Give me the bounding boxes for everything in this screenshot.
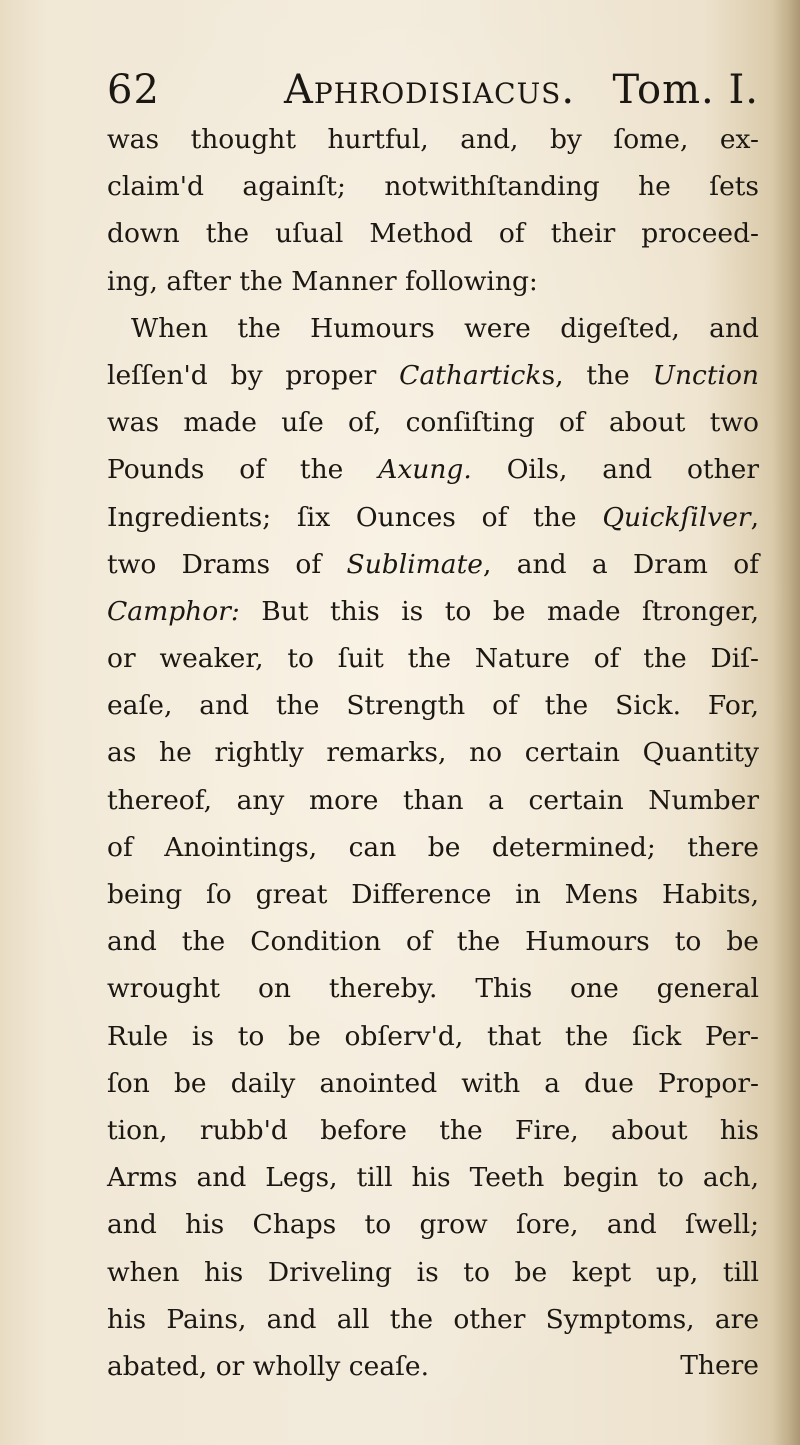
text-line: [107, 494, 759, 541]
text-line: [107, 871, 759, 918]
text-line: [107, 399, 759, 446]
text-segment: down the uſual Method of their proceed-: [107, 218, 759, 250]
text-line: [107, 352, 759, 399]
text-segment: eaſe, and the Strength of the Sick. For,: [107, 690, 759, 722]
text-line: [107, 210, 759, 257]
text-segment: ,: [750, 501, 759, 533]
italic-text: Quickſilver: [602, 501, 751, 533]
text-line: [107, 729, 759, 776]
italic-text: Sublimate: [346, 548, 483, 580]
text-segment: Pounds of the: [107, 454, 379, 486]
text-line: [107, 1249, 759, 1296]
running-title: Aphrodisiacus.: [284, 67, 576, 113]
text-segment: as he rightly remarks, no certain Quantity: [107, 737, 759, 769]
text-line: [107, 1296, 759, 1343]
text-line: [107, 965, 759, 1012]
text-line: [107, 918, 759, 965]
text-line: [107, 824, 759, 871]
text-segment: Oils, and other: [471, 454, 759, 486]
text-line: [107, 1060, 759, 1107]
text-line: [107, 116, 759, 163]
text-line: [107, 446, 759, 493]
text-segment: When the Humours were digeſted, and: [131, 312, 759, 344]
italic-text: Cathartick: [399, 359, 542, 391]
text-segment: But this is to be made ſtronger,: [239, 595, 759, 627]
text-line: [107, 541, 759, 588]
text-segment: tion, rubb'd before the Fire, about his: [107, 1114, 759, 1146]
text-line: [107, 777, 759, 824]
text-segment: leſſen'd by proper: [107, 359, 400, 391]
italic-text: Unction: [652, 359, 759, 391]
text-segment: when his Driveling is to be kept up, till: [107, 1256, 759, 1288]
page-edge-shadow: [772, 0, 800, 1445]
text-segment: and his Chaps to grow ſore, and ſwell;: [107, 1209, 759, 1241]
text-line: [107, 163, 759, 210]
text-segment: wrought on thereby. This one general: [107, 973, 759, 1005]
text-segment: was thought hurtful, and, by ſome, ex-: [107, 124, 759, 155]
text-line: [107, 305, 759, 352]
text-segment: or weaker, to ſuit the Nature of the Diſ-: [107, 643, 759, 675]
text-line: [107, 635, 759, 682]
tome-label: Tom. I.: [612, 67, 759, 113]
text-segment: Ingredients; ſix Ounces of the: [107, 501, 603, 533]
running-head: [107, 60, 759, 120]
page-number: 62: [107, 67, 160, 113]
text-segment: his Pains, and all the other Symptoms, are: [107, 1303, 759, 1335]
text-segment: and the Condition of the Humours to be: [107, 926, 759, 958]
catchword: There: [680, 1350, 759, 1381]
text-segment: was made uſe of, conſiſting of about two: [107, 407, 759, 439]
text-segment: ing, after the Manner following:: [107, 265, 538, 297]
text-line: [107, 588, 759, 635]
text-line: [107, 1107, 759, 1154]
text-line: [107, 1201, 759, 1248]
text-segment: two Drams of: [107, 548, 347, 580]
text-segment: ſon be daily anointed with a due Propor-: [107, 1067, 759, 1099]
text-segment: thereof, any more than a certain Number: [107, 784, 759, 816]
text-line: [107, 1013, 759, 1060]
text-segment: of Anointings, can be determined; there: [107, 831, 759, 863]
text-segment: being ſo great Difference in Mens Habits,: [107, 879, 759, 910]
text-segment: Arms and Legs, till his Teeth begin to ach,: [107, 1162, 759, 1194]
text-line: [107, 1343, 759, 1390]
body-text: [107, 116, 759, 1390]
text-segment: , and a Dram of: [482, 548, 760, 580]
text-segment: claim'd againſt; notwithſtanding he ſets: [107, 171, 759, 203]
text-segment: Rule is to be obſerv'd, that the ſick Per-: [107, 1020, 759, 1052]
italic-text: Camphor:: [107, 595, 240, 627]
text-line: [107, 258, 759, 305]
italic-text: Axung.: [378, 454, 472, 486]
text-line: [107, 682, 759, 729]
text-segment: abated, or wholly ceaſe.: [107, 1350, 430, 1382]
text-segment: s, the: [541, 359, 653, 391]
text-line: [107, 1154, 759, 1201]
